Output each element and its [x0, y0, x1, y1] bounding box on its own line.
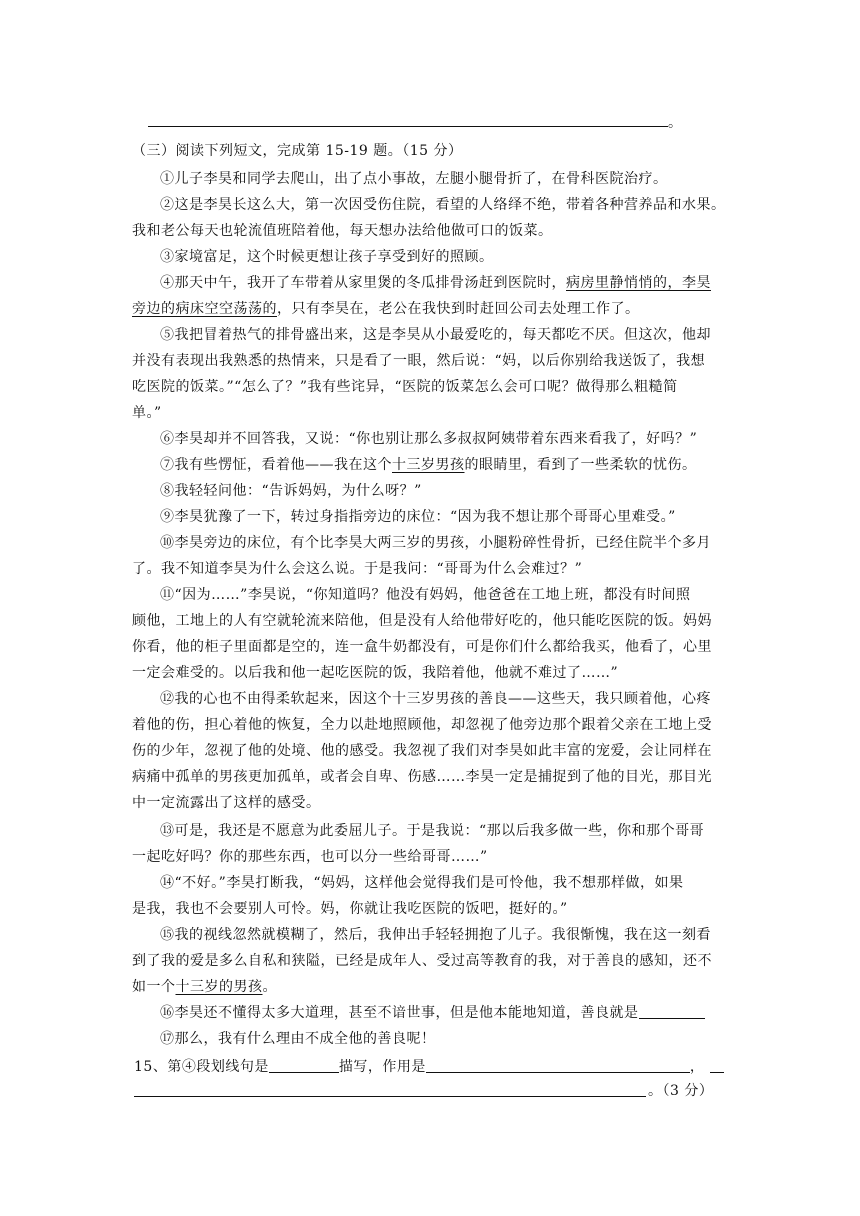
question-15-line-1 [134, 1054, 734, 1080]
question-15-blank-1[interactable] [269, 1058, 339, 1073]
question-15-answer-line[interactable] [134, 1096, 646, 1097]
paragraph-15-text-end: 。 [262, 979, 277, 995]
paragraph-8: ⑧我轻轻问他：“告诉妈妈，为什么呀？” [160, 483, 422, 499]
paragraph-16-blank[interactable] [639, 1004, 705, 1019]
paragraph-11-line-3: 你看，他的柜子里面都是空的，连一盒牛奶都没有，可是你们什么都给我买，他看了，心里 [132, 639, 712, 655]
answer-line-end: 。 [668, 115, 682, 131]
paragraph-10-line-2: 了。我不知道李昊为什么会这么说。于是我问：“哥哥为什么会难过？” [132, 561, 583, 577]
question-15-middle: 描写，作用是 [338, 1059, 426, 1075]
paragraph-11-line-4: 一定会难受的。以后我和他一起吃医院的饭，我陪着他，他就不难过了……” [132, 665, 619, 681]
paragraph-5-line-4: 单。” [132, 405, 162, 421]
paragraph-14-line-1: ⑭“不好。”李昊打断我，“妈妈，这样他会觉得我们是可怜他，我不想那样做，如果 [160, 875, 684, 891]
paragraph-15-underlined: 十三岁的男孩 [175, 979, 263, 995]
paragraph-3: ③家境富足，这个时候更想让孩子享受到好的照顾。 [160, 249, 494, 265]
paragraph-15-line-1: ⑮我的视线忽然就模糊了，然后，我伸出手轻轻拥抱了儿子。我很惭愧，我在这一刻看 [160, 927, 711, 943]
paragraph-4-text-cont: ，只有李昊在，老公在我快到时赶回公司去处理工作了。 [277, 301, 640, 317]
paragraph-12-line-2: 着他的伤，担心着他的恢复，全力以赴地照顾他，却忽视了他旁边那个跟着父亲在工地上受 [132, 717, 712, 733]
paragraph-5-line-2: 并没有表现出我熟悉的热情来，只是看了一眼，然后说：“妈，以后你别给我送饭了，我想 [132, 353, 706, 369]
paragraph-6: ⑥李昊却并不回答我，又说：“你也别让那么多叔叔阿姨带着东西来看我了，好吗？” [160, 431, 698, 447]
question-15-blank-3[interactable] [710, 1058, 724, 1073]
paragraph-16-text: ⑯李昊还不懂得太多大道理，甚至不谙世事，但是他本能地知道，善良就是 [160, 1005, 639, 1021]
paragraph-2-line-1: ②这是李昊长这么大，第一次因受伤住院，看望的人络绎不绝，带着各种营养品和水果。 [160, 197, 726, 213]
question-15-score: 。（3 分） [648, 1083, 714, 1099]
paragraph-7-text: ⑦我有些愣怔，看着他——我在这个 [160, 457, 392, 473]
answer-line [148, 126, 668, 127]
paragraph-15-text: 如一个 [132, 979, 176, 995]
question-15-prefix: 15、第④段划线句是 [134, 1059, 269, 1075]
paragraph-15-line-2: 到了我的爱是多么自私和狭隘，已经是成年人、受过高等教育的我，对于善良的感知，还不 [132, 953, 712, 969]
question-15-comma: ， [689, 1059, 705, 1075]
paragraph-11-line-2: 顾他，工地上的人有空就轮流来陪他，但是没有人给他带好吃的，他只能吃医院的饭。妈妈 [132, 613, 712, 629]
paragraph-9: ⑨李昊犹豫了一下，转过身指指旁边的床位：“因为我不想让那个哥哥心里难受。” [160, 509, 676, 525]
paragraph-5-line-3: 吃医院的饭菜。”“怎么了？”我有些诧异，“医院的饭菜怎么会可口呢？做得那么粗糙简 [132, 379, 678, 395]
paragraph-7-underlined: 十三岁男孩 [392, 457, 465, 473]
paragraph-4-underlined-sentence-cont: 旁边的病床空空荡荡的 [132, 301, 277, 317]
paragraph-7-text-end: 的眼睛里，看到了一些柔软的忧伤。 [464, 457, 697, 473]
paragraph-12-line-1: ⑫我的心也不由得柔软起来，因这个十三岁男孩的善良——这些天，我只顾着他，心疼 [160, 691, 711, 707]
paragraph-10-line-1: ⑩李昊旁边的床位，有个比李昊大两三岁的男孩，小腿粉碎性骨折，已经住院半个多月 [160, 535, 711, 551]
paragraph-12-line-3: 伤的少年，忽视了他的处境、他的感受。我忽视了我们对李昊如此丰富的宠爱，会让同样在 [132, 743, 712, 759]
section-title: （三）阅读下列短文，完成第 15-19 题。（15 分） [132, 143, 463, 159]
paragraph-1: ①儿子李昊和同学去爬山，出了点小事故，左腿小腿骨折了，在骨科医院治疗。 [160, 171, 668, 187]
paragraph-2-line-2: 我和老公每天也轮流值班陪着他，每天想办法给他做可口的饭菜。 [132, 223, 553, 239]
paragraph-13-line-1: ⑬可是，我还是不愿意为此委屈儿子。于是我说：“那以后我多做一些，你和那个哥哥 [160, 823, 705, 839]
paragraph-16 [160, 1000, 732, 1026]
paragraph-17: ⑰那么，我有什么理由不成全他的善良呢！ [160, 1031, 436, 1047]
paragraph-11-line-1: ⑪“因为……”李昊说，“你知道吗？他没有妈妈，他爸爸在工地上班，都没有时间照 [160, 587, 691, 603]
paragraph-5-line-1: ⑤我把冒着热气的排骨盛出来，这是李昊从小最爱吃的，每天都吃不厌。但这次，他却 [160, 327, 711, 343]
paragraph-14-line-2: 是我，我也不会要别人可怜。妈，你就让我吃医院的饭吧，挺好的。” [132, 901, 568, 917]
paragraph-4-line-1 [160, 270, 732, 296]
paragraph-7 [160, 452, 732, 478]
paragraph-4-text: ④那天中午，我开了车带着从家里煲的冬瓜排骨汤赶到医院时， [160, 275, 566, 291]
paragraph-12-line-4: 病痛中孤单的男孩更加孤单，或者会自卑、伤感……李昊一定是捕捉到了他的目光，那目光 [132, 769, 712, 785]
paragraph-4-underlined-sentence: 病房里静悄悄的，李昊 [566, 275, 711, 291]
paragraph-15-line-3 [132, 974, 732, 1000]
paragraph-13-line-2: 一起吃好吗？你的那些东西，也可以分一些给哥哥……” [132, 849, 488, 865]
question-15-blank-2[interactable] [426, 1058, 690, 1073]
paragraph-4-line-2 [132, 296, 732, 322]
paragraph-12-line-5: 中一定流露出了这样的感受。 [132, 795, 321, 811]
